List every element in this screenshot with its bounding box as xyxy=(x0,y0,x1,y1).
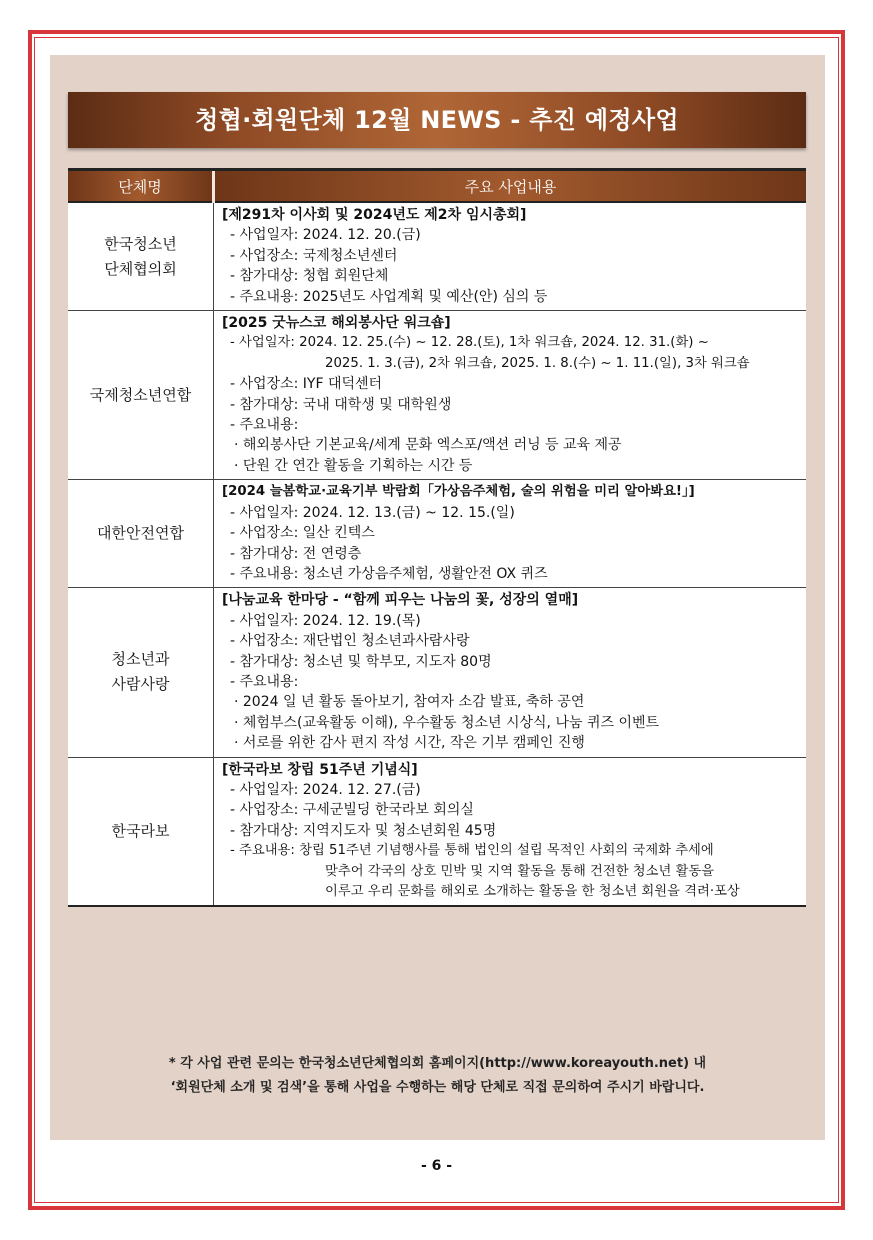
event-detail: - 사업장소: 국제청소년센터 xyxy=(230,247,398,264)
event-detail: - 주요내용: 창립 51주년 기념행사를 통해 법인의 설립 목적인 사회의 국제화 추세에 xyxy=(230,843,714,859)
event-detail: - 주요내용: xyxy=(230,673,299,690)
org-name-line: 한국라보 xyxy=(111,821,170,840)
org-cell xyxy=(68,202,214,311)
footnote-line: * 각 사업 관련 문의는 한국청소년단체협의회 홈페이지(http://www.koreayouth.net) 내 xyxy=(168,1056,707,1071)
page-title: 청협·회원단체 12월 NEWS - 추진 예정사업 xyxy=(68,92,806,148)
content-cell xyxy=(214,202,807,311)
event-detail: - 참가대상: 전 연령층 xyxy=(230,545,362,562)
event-detail: - 참가대상: 청협 회원단체 xyxy=(230,268,389,285)
event-detail-continued: 이루고 우리 문화를 해외로 소개하는 활동을 한 청소년 회원을 격려·포상 xyxy=(325,884,740,899)
org-cell xyxy=(68,311,214,480)
event-detail: - 사업장소: 재단법인 청소년과사람사랑 xyxy=(230,633,470,650)
org-name-line: 한국청소년 xyxy=(104,234,177,253)
table-row xyxy=(68,588,806,757)
event-detail: - 사업장소: 구세군빌딩 한국라보 회의실 xyxy=(230,802,474,819)
content-cell xyxy=(214,311,807,480)
event-title: [나눔교육 한마당 - “함께 피우는 나눔의 꽃, 성장의 열매] xyxy=(222,592,579,609)
event-bullet: · 단원 간 연간 활동을 기획하는 시간 등 xyxy=(234,457,473,474)
org-cell xyxy=(68,588,214,757)
event-detail: - 주요내용: 청소년 가상음주체험, 생활안전 OX 퀴즈 xyxy=(230,565,548,582)
event-bullet: · 체험부스(교육활동 이해), 우수활동 청소년 시상식, 나눔 퀴즈 이벤트 xyxy=(234,714,660,731)
event-bullet: · 서로를 위한 감사 편지 작성 시간, 작은 기부 캠페인 진행 xyxy=(234,735,585,752)
event-title: [한국라보 창립 51주년 기념식] xyxy=(222,761,418,778)
event-bullet: · 해외봉사단 기본교육/세계 문화 엑스포/액션 러닝 등 교육 제공 xyxy=(234,437,622,454)
header-content: 주요 사업내용 xyxy=(214,170,807,203)
org-name-line: 국제청소년연합 xyxy=(89,385,192,404)
page-number: - 6 - xyxy=(420,1158,453,1174)
event-detail-continued: 맞추어 각국의 상호 민박 및 지역 활동을 통해 건전한 청소년 활동을 xyxy=(325,863,715,879)
event-detail-continued: 2025. 1. 3.(금), 2차 워크숍, 2025. 1. 8.(수) ~ 1. 11.(일), 3차 워크숍 xyxy=(325,355,750,371)
footnote-line: ‘회원단체 소개 및 검색’을 통해 사업을 수행하는 해당 단체로 직접 문의하여 주시기 바랍니다. xyxy=(170,1080,705,1095)
event-detail: - 사업장소: 일산 킨텍스 xyxy=(230,525,375,542)
footnote xyxy=(50,1052,825,1100)
org-cell xyxy=(68,757,214,906)
event-detail: - 참가대상: 국내 대학생 및 대학원생 xyxy=(230,396,452,413)
event-detail: - 사업장소: IYF 대덕센터 xyxy=(230,376,383,393)
event-title: [2024 늘봄학교·교육기부 박람회「가상음주체험, 술의 위험을 미리 알아봐요!」] xyxy=(222,484,695,500)
event-detail: - 사업일자: 2024. 12. 27.(금) xyxy=(230,781,421,798)
org-name-line: 청소년과 xyxy=(111,650,170,669)
table-header-row xyxy=(68,170,806,203)
event-detail: - 사업일자: 2024. 12. 13.(금) ~ 12. 15.(일) xyxy=(230,504,515,521)
event-title: [2025 굿뉴스코 해외봉사단 워크숍] xyxy=(222,315,451,332)
event-detail: - 주요내용: 2025년도 사업계획 및 예산(안) 심의 등 xyxy=(230,288,548,305)
table-row xyxy=(68,480,806,588)
table-row xyxy=(68,757,806,906)
org-name-line: 단체협의회 xyxy=(104,259,177,278)
event-detail: - 사업일자: 2024. 12. 19.(목) xyxy=(230,612,421,629)
event-title: [제291차 이사회 및 2024년도 제2차 임시총회] xyxy=(222,207,527,223)
table-row xyxy=(68,311,806,480)
org-name-line: 사람사랑 xyxy=(111,675,170,694)
org-cell xyxy=(68,480,214,588)
content-cell xyxy=(214,480,807,588)
header-org: 단체명 xyxy=(68,170,214,203)
table-row xyxy=(68,202,806,311)
event-detail: - 사업일자: 2024. 12. 25.(수) ~ 12. 28.(토), 1차 워크숍, 2024. 12. 31.(화) ~ xyxy=(230,335,709,351)
event-detail: - 참가대상: 지역지도자 및 청소년회원 45명 xyxy=(230,822,497,839)
events-table xyxy=(68,168,806,907)
event-detail: - 사업일자: 2024. 12. 20.(금) xyxy=(230,227,421,244)
org-name-line: 대한안전연합 xyxy=(97,524,184,543)
event-bullet: · 2024 일 년 활동 돌아보기, 참여자 소감 발표, 축하 공연 xyxy=(234,694,585,711)
event-detail: - 주요내용: xyxy=(230,417,299,434)
event-detail: - 참가대상: 청소년 및 학부모, 지도자 80명 xyxy=(230,653,492,670)
content-cell xyxy=(214,588,807,757)
content-cell xyxy=(214,757,807,906)
